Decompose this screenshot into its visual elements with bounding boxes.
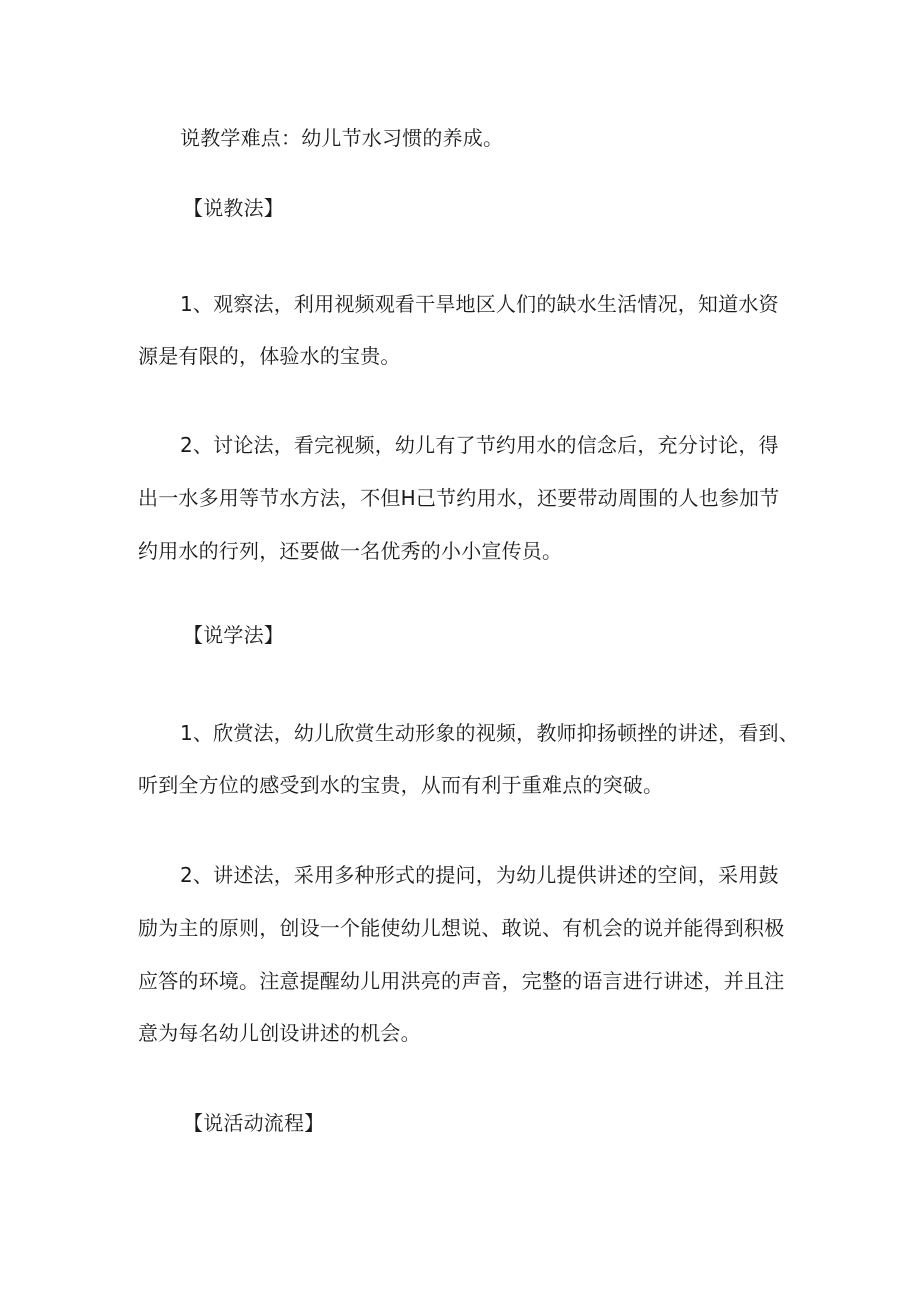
heading-teaching-method: 【说教法】 (183, 196, 284, 220)
method-item-1-line-2: 源是有限的，体验水的宝贵。 (138, 344, 401, 368)
heading-activity-process: 【说活动流程】 (183, 1111, 325, 1135)
study-item-2-line-2: 励为主的原则，创设一个能使幼儿想说、敢说、有机会的说并能得到积极 (138, 916, 785, 940)
heading-study-method: 【说学法】 (183, 623, 284, 647)
method-item-2-line-3: 约用水的行列，还要做一名优秀的小小宣传员。 (138, 539, 563, 563)
study-item-2-line-3: 应答的环境。注意提醒幼儿用洪亮的声音，完整的语言进行讲述，并且注 (138, 969, 785, 993)
study-item-2-line-4: 意为每名幼儿创设讲述的机会。 (138, 1021, 421, 1045)
study-item-2-line-1: 2、讲述法，采用多种形式的提问，为幼儿提供讲述的空间，采用鼓 (180, 863, 779, 887)
study-item-1-line-1: 1、欣赏法，幼儿欣赏生动形象的视频，教师抑扬顿挫的讲述，看到、 (180, 721, 799, 745)
method-item-2-line-2: 出一水多用等节水方法，不但H己节约用水，还要带动周围的人也参加节 (138, 486, 780, 510)
method-item-2-line-1: 2、讨论法，看完视频，幼儿有了节约用水的信念后，充分讨论，得 (180, 433, 779, 457)
study-item-1-line-2: 听到全方位的感受到水的宝贵，从而有利于重难点的突破。 (138, 773, 664, 797)
teaching-difficulty: 说教学难点：幼儿节水习惯的养成。 (180, 126, 504, 150)
method-item-1-line-1: 1、观察法，利用视频观看干旱地区人们的缺水生活情况，知道水资 (180, 292, 779, 316)
